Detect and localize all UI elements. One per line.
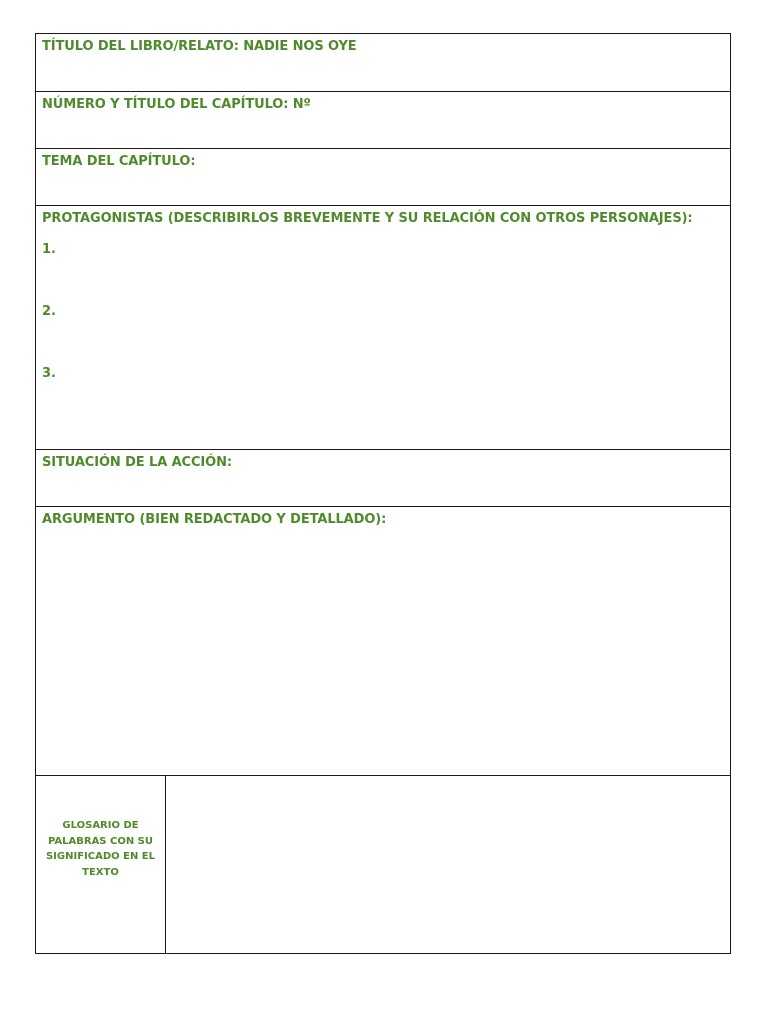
row-numero-capitulo[interactable] [36,92,730,149]
row-argumento[interactable] [36,507,730,776]
row-situacion[interactable] [36,450,730,507]
situacion-label: SITUACIÓN DE LA ACCIÓN: [42,455,232,470]
row-glosario [36,776,730,953]
argumento-label: ARGUMENTO (BIEN REDACTADO Y DETALLADO): [42,512,387,527]
glosario-label-cell [36,776,166,953]
row-protagonistas[interactable] [36,206,730,450]
worksheet-table [35,33,731,954]
row-titulo[interactable] [36,34,730,92]
protagonista-item-2: 2. [42,304,56,319]
numero-capitulo-label: NÚMERO Y TÍTULO DEL CAPÍTULO: Nº [42,97,311,112]
protagonistas-label: PROTAGONISTAS (DESCRIBIRLOS BREVEMENTE Y SU RELACIÓN CON OTROS PERSONAJES): [42,211,693,226]
row-tema[interactable] [36,149,730,206]
titulo-label: TÍTULO DEL LIBRO/RELATO: NADIE NOS OYE [42,39,357,54]
tema-label: TEMA DEL CAPÍTULO: [42,154,196,169]
glosario-label: GLOSARIO DE PALABRAS CON SU SIGNIFICADO EN EL TEXTO [45,820,156,878]
glosario-content-cell[interactable] [166,776,730,953]
protagonista-item-3: 3. [42,366,56,381]
protagonista-item-1: 1. [42,242,56,257]
